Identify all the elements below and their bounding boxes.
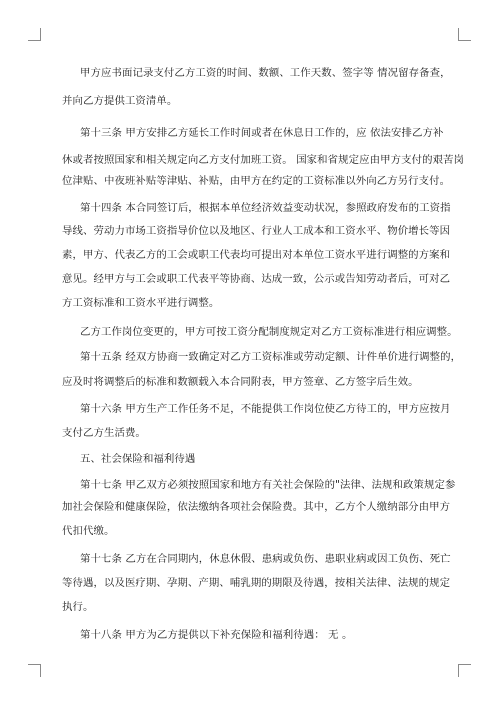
text-line: 执行。 [62, 601, 94, 613]
text-line: 素，甲方、代表乙方的工会或职工代表均可提出对本单位工资水平进行调整的方案和 [62, 249, 451, 261]
text-line: 支付乙方生活费。 [62, 427, 146, 439]
text-line: 第十五条 经双方协商一致确定对乙方工资标准或劳动定额、计件单价进行调整的， [80, 351, 462, 363]
text-line: 第十六条 甲方生产工作任务不足，不能提供工作岗位使乙方待工的，甲方应按月 [80, 403, 451, 415]
crop-mark-top-left [28, 28, 41, 41]
text-line: 加社会保险和健康保险，依法缴纳各项社会保险费。其中，乙方个人缴纳部分由甲方 [62, 501, 451, 513]
text-line: 第十三条 甲方安排乙方延长工作时间或者在休息日工作的，应 依法安排乙方补 [80, 127, 444, 139]
text-line: 第十七条 乙方在合同期内，休息休假、患病或负伤、患职业病或因工负伤、死亡 [80, 553, 451, 565]
crop-mark-top-right [458, 28, 471, 41]
text-line: 第十四条 本合同签订后，根据本单位经济效益变动状况，参照政府发布的工资指 [80, 202, 451, 214]
text-line: 方工资标准和工资水平进行调整。 [62, 297, 220, 309]
text-line: 第十八条 甲方为乙方提供以下补充保险和福利待遇： 无 。 [80, 629, 353, 641]
text-line: 第十七条 甲乙双方必须按照国家和地方有关社会保险的"法律、法规和政策规定参 [80, 479, 456, 491]
text-line: 并向乙方提供工资清单。 [62, 95, 178, 107]
text-line: 导线、劳动力市场工资指导价位以及地区、行业人工成本和工资水平、物价增长等因 [62, 225, 451, 237]
section-heading: 五、社会保险和福利待遇 [80, 453, 196, 465]
text-line: 休或者按照国家和相关规定向乙方支付加班工资。 国家和省规定应由甲方支付的艰苦岗 [62, 154, 465, 166]
text-line: 等待遇，以及医疗期、孕期、产期、哺乳期的期限及待遇，按相关法律、法规的规定 [62, 577, 451, 589]
crop-mark-bottom-left [28, 664, 41, 677]
text-line: 代扣代缴。 [62, 525, 115, 537]
text-line: 甲方应书面记录支付乙方工资的时间、数额、工作天数、签字等 情况留存备查， [80, 67, 451, 79]
text-line: 应及时将调整后的标准和数额载入本合同附表，甲方签章、乙方签字后生效。 [62, 376, 419, 388]
text-line: 乙方工作岗位变更的，甲方可按工资分配制度规定对乙方工资标准进行相应调整。 [80, 326, 458, 338]
text-line: 位津贴、中夜班补贴等津贴、补贴，由甲方在约定的工资标准以外向乙方另行支付。 [62, 175, 451, 187]
text-line: 意见。经甲方与工会或职工代表平等协商、达成一致，公示或告知劳动者后，可对乙 [62, 273, 451, 285]
crop-mark-bottom-right [458, 664, 471, 677]
